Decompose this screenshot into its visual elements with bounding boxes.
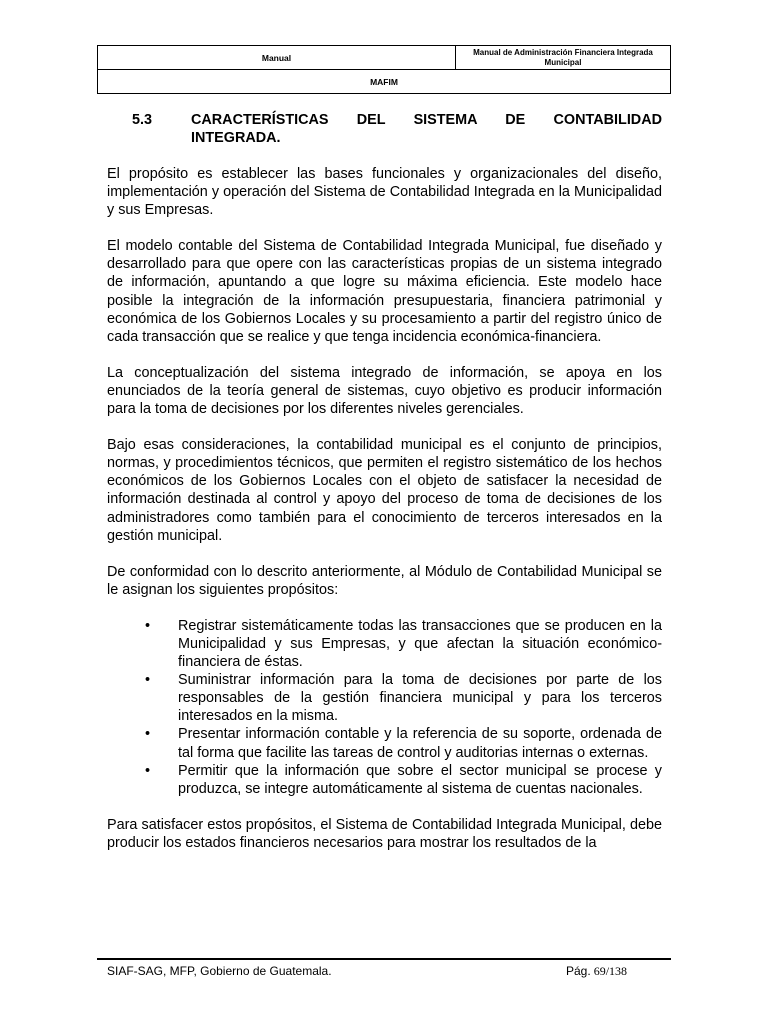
section-title-line-1: CARACTERÍSTICAS DEL SISTEMA DE CONTABILIDAD: [191, 112, 662, 128]
footer-page-number: [566, 964, 627, 979]
closing-paragraph: Para satisfacer estos propósitos, el Sistema de Contabilidad Integrada Municipal, debe producir los estados financieros necesarios para mostrar los resultados de la: [107, 816, 662, 851]
header-manual-label: Manual: [98, 46, 456, 69]
paragraph-5: De conformidad con lo descrito anteriormente, al Módulo de Contabilidad Municipal se le asignan los siguientes propósitos:: [107, 563, 662, 598]
list-item-text: Registrar sistemáticamente todas las transacciones que se producen en la Municipalidad y sus Empresas, y que afectan la situación económico-financiera de éstas.: [178, 617, 662, 671]
section-number: 5.3: [132, 112, 153, 128]
section-title-line-2: INTEGRADA.: [191, 130, 281, 146]
paragraph-3: La conceptualización del sistema integrado de información, se apoya en los enunciados de la teoría general de sistemas, cuyo objetivo es producir información para la toma de decisiones por los diferentes niveles gerenciales.: [107, 364, 662, 418]
header-top-row: [98, 46, 670, 70]
list-item-text: Permitir que la información que sobre el sector municipal se procese y produzca, se integre automáticamente al sistema de cuentas nacionales.: [178, 762, 662, 797]
document-body: [107, 165, 662, 870]
bullet-icon: •: [145, 762, 151, 779]
paragraph-1: El propósito es establecer las bases funcionales y organizacionales del diseño, implementación y operación del Sistema de Contabilidad Integrada en la Municipalidad y sus Empresas.: [107, 166, 662, 219]
bullet-icon: •: [145, 726, 151, 743]
page-number-value: 69/138: [593, 964, 628, 978]
paragraph-4: Bajo esas consideraciones, la contabilidad municipal es el conjunto de principios, normas, y procedimientos técnicos, que permiten el registro sistemático de los hechos económicos de los Gobiernos Locales con el objeto de satisfacer la necesidad de información destinada al control y apoyo del proceso de toma de decisiones de los administradores como también para el conocimiento de terceros interesados en la gestión municipal.: [107, 437, 662, 544]
footer-divider: [97, 958, 671, 960]
document-header-table: [97, 45, 671, 94]
header-mafim-label: MAFIM: [370, 76, 398, 87]
list-item: [107, 762, 662, 798]
header-manual-title: Manual de Administración Financiera Integrada Municipal: [473, 47, 653, 67]
page-label: Pág.: [566, 964, 591, 978]
bullet-icon: •: [145, 672, 151, 689]
list-item: [107, 725, 662, 761]
list-item-text: Presentar información contable y la referencia de su soporte, ordenada de tal forma que facilite las tareas de control y auditorias internas o externas.: [178, 726, 662, 761]
paragraph-2: El modelo contable del Sistema de Contabilidad Integrada Municipal, fue diseñado y desarrollado para que opere con las características propias de un sistema integrado de información, apuntando a que logre su máxima eficiencia. Este modelo hace posible la integración de la información presupuestaria, financiera patrimonial y económica de los Gobiernos Locales y su procesamiento a partir del registro único de cada transacción que se realice y que tenga incidencia económica-financiera.: [107, 238, 662, 345]
purposes-list: [107, 617, 662, 798]
list-item: [107, 617, 662, 671]
bullet-icon: •: [145, 617, 151, 634]
list-item: [107, 671, 662, 725]
footer-source: SIAF-SAG, MFP, Gobierno de Guatemala.: [107, 964, 332, 978]
list-item-text: Suministrar información para la toma de decisiones por parte de los responsables de la gestión financiera municipal y para los terceros interesados en la misma.: [178, 672, 662, 725]
